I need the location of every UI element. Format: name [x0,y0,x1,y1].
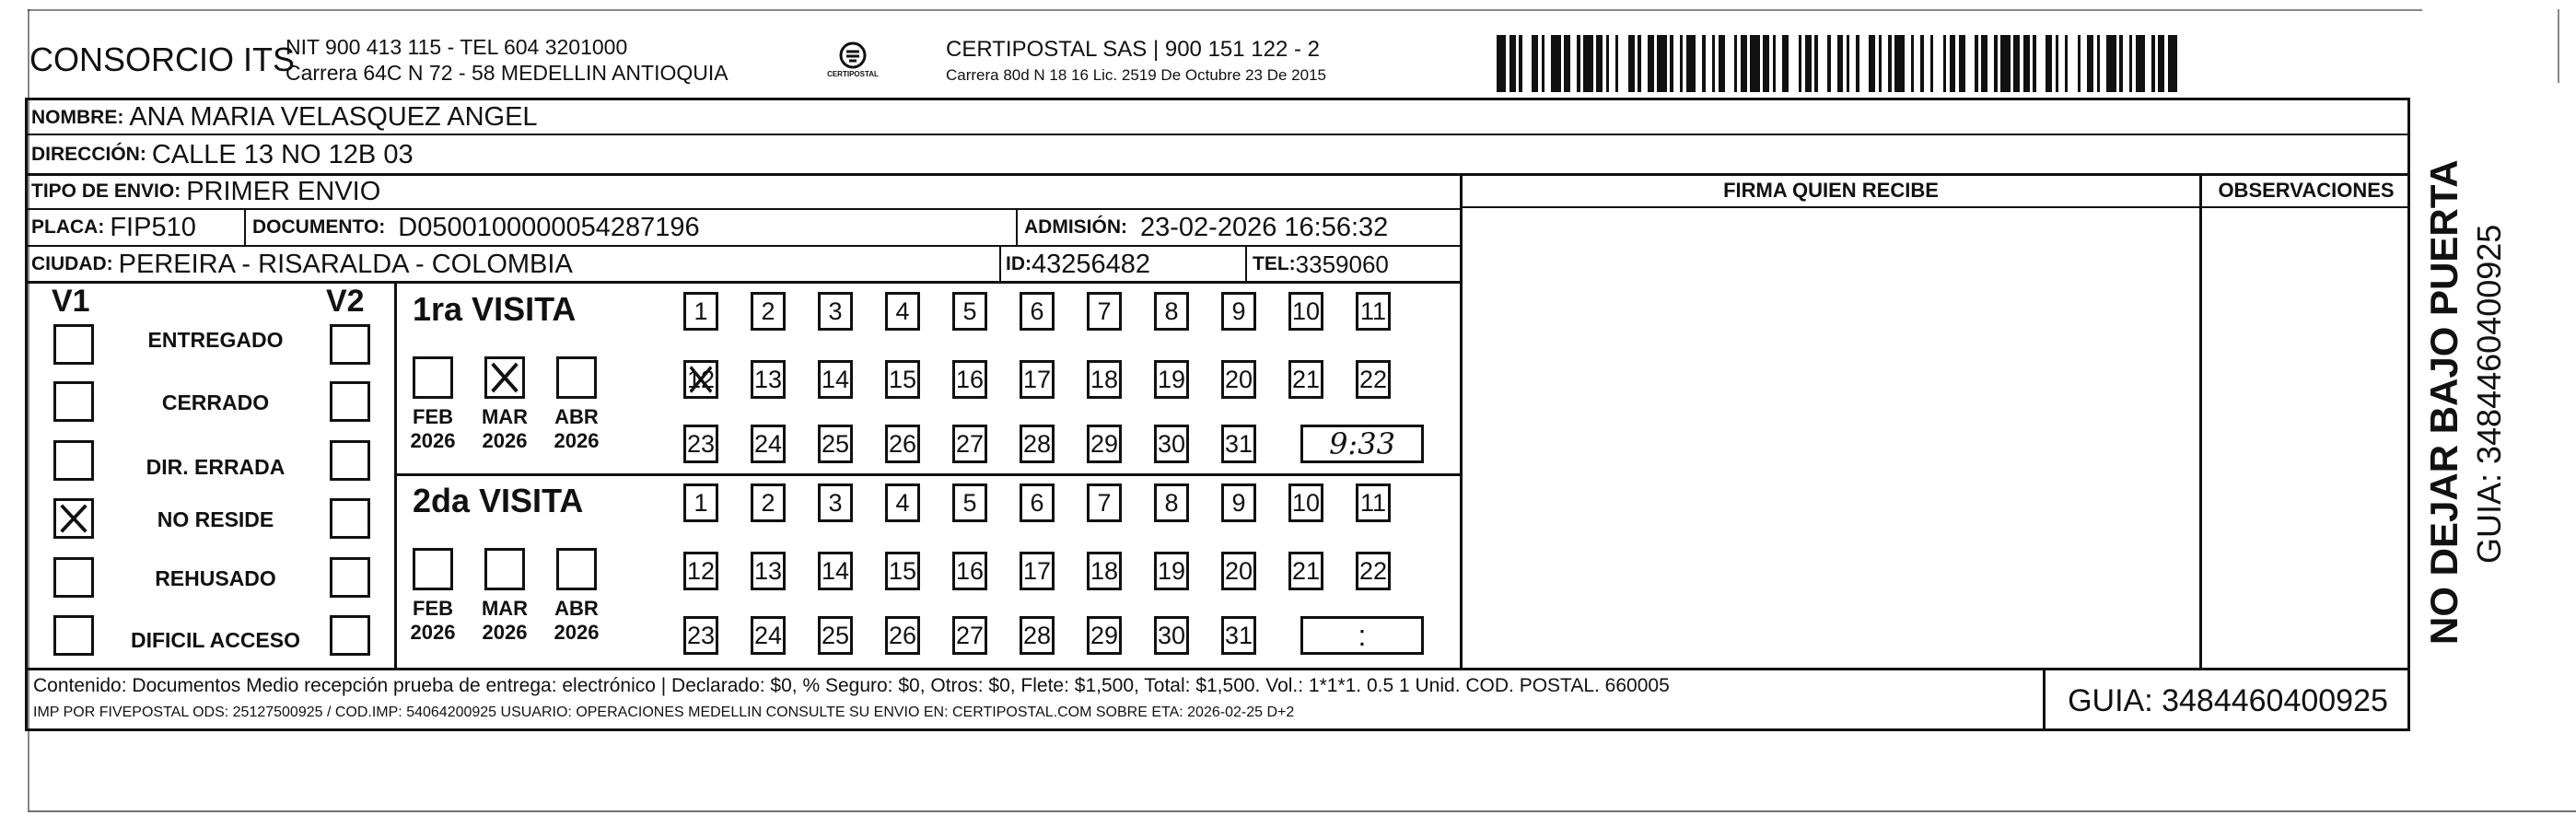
day-box[interactable] [1356,483,1391,522]
month-year: 2026 [410,429,456,452]
barcode-bar [1532,35,1538,92]
barcode-bar [1673,35,1680,92]
barcode-bar [1618,35,1627,92]
day-box[interactable] [1087,292,1122,331]
day-number: 4 [895,488,910,517]
admision-cell [1024,210,1388,245]
barcode-bar [2081,35,2087,92]
day-box[interactable] [751,360,786,399]
day-box[interactable] [1154,292,1189,331]
day-box[interactable] [1020,425,1055,463]
day-box[interactable] [1020,483,1055,522]
day-number: 6 [1030,488,1044,517]
v2-checkbox[interactable] [330,381,370,422]
day-box[interactable] [818,483,853,522]
day-number: 1 [694,488,708,517]
month-label [549,405,604,453]
admision-value: 23-02-2026 16:56:32 [1140,212,1389,242]
month-label [405,597,460,645]
id-cell [1006,247,1150,282]
day-number: 24 [753,429,783,458]
company-name: CONSORCIO ITS [29,41,296,78]
tel-value: 3359060 [1295,250,1389,278]
day-box[interactable] [1154,425,1189,463]
day-number: 25 [821,429,850,458]
day-box[interactable] [885,425,920,463]
tipo-row [31,175,380,208]
barcode-bar [1763,35,1769,92]
day-box[interactable] [751,616,786,655]
month-checkbox[interactable] [484,356,525,399]
placa-value: FIP510 [110,212,196,242]
v2-checkbox[interactable] [330,557,370,598]
day-number: 11 [1359,488,1387,517]
barcode-bar [1509,35,1516,92]
day-number: 10 [1291,297,1321,325]
day-number: 28 [1022,429,1052,458]
day-number: 30 [1157,429,1186,458]
nombre-value: ANA MARIA VELASQUEZ ANGEL [129,102,538,132]
day-box[interactable] [751,425,786,463]
month-label [549,597,604,645]
visit-title: 1ra VISITA [413,290,577,328]
status-option-label: CERRADO [161,390,270,414]
month-label [477,597,532,645]
day-number: 21 [1291,365,1321,393]
observations-area[interactable] [2202,208,2410,668]
scan-edge-bottom [28,810,2576,812]
barcode-bar [2058,35,2065,92]
barcode-bar [1959,35,1965,92]
day-number: 19 [1157,556,1186,585]
day-box[interactable] [1288,552,1323,590]
signature-area[interactable] [1463,208,2199,668]
day-number: 22 [1358,556,1388,585]
barcode-bar [2087,35,2093,92]
day-box[interactable] [818,360,853,399]
v1-checkbox[interactable] [53,324,94,365]
day-number: 13 [753,365,783,393]
barcode-bar [2068,35,2077,92]
barcode-bar [1859,35,1869,92]
barcode-bar [1789,35,1798,92]
day-number: 19 [1157,365,1186,393]
no-dejar-text: NO DEJAR BAJO PUERTA [2422,159,2465,645]
barcode-bar [2145,35,2151,92]
day-box[interactable] [1154,552,1189,590]
day-box[interactable] [885,360,920,399]
tel-label: TEL: [1253,253,1296,274]
barcode-bar [2100,35,2106,92]
day-box[interactable] [1221,425,1256,463]
scan-edge-right [2558,9,2559,83]
placa-cell [31,210,196,245]
barcode-bar [1782,35,1789,92]
month-name: FEB [413,405,453,428]
month-year: 2026 [482,621,528,644]
time-box[interactable]: : [1300,616,1424,655]
day-number: 9 [1231,297,1246,325]
day-number: 27 [955,621,985,649]
day-number: 11 [1359,297,1387,325]
day-number: 3 [828,488,843,517]
barcode-bar [1570,35,1577,92]
day-box[interactable] [1087,425,1122,463]
nit-line: NIT 900 413 115 - TEL 604 3201000 [286,35,628,59]
barcode-bar [1706,35,1712,92]
day-number: 22 [1358,365,1388,393]
status-option-label: DIR. ERRADA [146,455,286,479]
month-label [477,405,532,453]
month-year: 2026 [410,621,456,644]
barcode-bar [2123,35,2129,92]
barcode-bar [2000,35,2010,92]
day-number: 18 [1090,556,1119,585]
ciudad-value: PEREIRA - RISARALDA - COLOMBIA [118,249,573,279]
v2-checkbox[interactable] [330,615,370,656]
day-box[interactable] [1288,292,1323,331]
address-line: Carrera 64C N 72 - 58 MEDELLIN ANTIOQUIA [286,61,729,85]
scan-edge-top [28,9,2422,11]
day-number: 24 [753,621,783,649]
day-box[interactable] [1221,360,1256,399]
day-number: 23 [686,429,716,458]
day-number: 8 [1164,488,1179,517]
month-checkbox[interactable] [556,356,597,399]
day-number: 12 [686,365,716,393]
day-number: 2 [761,297,775,325]
month-name: MAR [481,597,529,620]
day-box[interactable] [1154,483,1189,522]
day-number: 16 [955,365,985,393]
barcode-bar [1750,35,1759,92]
barcode-bar [1933,35,1942,92]
barcode-bar [2013,35,2020,92]
barcode-bar [1551,35,1560,92]
barcode-bar [1657,35,1666,92]
day-box[interactable] [885,552,920,590]
direccion-value: CALLE 13 NO 12B 03 [151,139,414,169]
contenido-line: Contenido: Documentos Medio recepción prueba de entrega: electrónico | Declarado: $0, % Seguro: $0, Otros: $0, Flete: $1,500, Total: $1,500. Vol.: 1*1*1. 0.5 1 Unid. COD. POSTAL. 660005 [33,675,1670,696]
tipo-value: PRIMER ENVIO [186,176,381,206]
barcode-bar [1965,35,1975,92]
day-number: 15 [888,556,917,585]
day-box[interactable] [1288,483,1323,522]
documento-label: DOCUMENTO: [252,216,386,238]
day-box[interactable] [1221,552,1256,590]
day-box[interactable] [1288,360,1323,399]
day-number: 1 [694,297,708,325]
barcode-bar [1987,35,1994,92]
status-option-label: ENTREGADO [147,328,284,352]
day-number: 26 [888,429,917,458]
day-number: 23 [686,621,716,649]
barcode-bar [1837,35,1844,92]
direccion-label: DIRECCIÓN: [31,144,146,165]
barcode-bar [1564,35,1570,92]
barcode-bar [1950,35,1956,92]
v1-checkbox[interactable] [53,557,94,598]
barcode-bar [1805,35,1812,92]
day-number: 5 [962,297,977,325]
admision-label: ADMISIÓN: [1024,216,1127,238]
day-number: 2 [761,488,775,517]
day-number: 13 [753,556,783,585]
day-box[interactable] [751,552,786,590]
day-number: 7 [1097,488,1112,517]
certipostal-logo-icon [827,39,879,83]
day-box[interactable] [1221,292,1256,331]
day-box[interactable] [818,292,853,331]
month-checkbox[interactable] [484,548,525,590]
barcode-bar [1914,35,1920,92]
day-number: 9 [1231,488,1246,517]
month-year: 2026 [554,429,600,452]
day-box[interactable] [952,425,987,463]
v2-checkbox[interactable] [330,498,370,539]
day-box[interactable] [683,360,718,399]
month-label [405,405,460,453]
day-box[interactable] [818,616,853,655]
barcode-bar [1869,35,1875,92]
day-box[interactable] [885,616,920,655]
day-box[interactable] [952,483,987,522]
day-number: 28 [1022,621,1052,649]
license-line: Carrera 80d N 18 16 Lic. 2519 De Octubre 23 De 2015 [946,66,1326,84]
day-box[interactable] [952,360,987,399]
v1-checkbox[interactable] [53,440,94,481]
month-name: FEB [413,597,453,620]
logo-text: CERTIPOSTAL [827,70,879,78]
barcode-bar [1696,35,1702,92]
day-number: 7 [1097,297,1112,325]
day-box[interactable] [1154,360,1189,399]
barcode-bar [1583,35,1592,92]
day-box[interactable] [683,483,718,522]
imp-line: IMP POR FIVEPOSTAL ODS: 25127500925 / COD.IMP: 54064200925 USUARIO: OPERACIONES MEDELLIN CONSULTE SU ENVIO EN: CERTIPOSTAL.COM SOBRE ETA: 2026-02-25 D+2 [33,705,1295,720]
status-option-label: DIFICIL ACCESO [130,628,300,652]
day-box[interactable] [1221,616,1256,655]
day-number: 21 [1291,556,1321,585]
month-year: 2026 [482,429,528,452]
placa-label: PLACA: [31,216,105,238]
barcode [1497,35,2178,92]
day-box[interactable] [885,292,920,331]
v2-label: V2 [326,284,365,319]
barcode-bar [1831,35,1837,92]
v2-checkbox[interactable] [330,440,370,481]
day-box[interactable] [1221,483,1256,522]
day-number: 6 [1030,297,1044,325]
v1-checkbox[interactable] [53,615,94,656]
day-number: 14 [821,556,850,585]
barcode-bar [1894,35,1904,92]
tel-cell [1253,247,1389,282]
side-guia-text: GUIA: 3484460400925 [2470,224,2508,564]
ciudad-label: CIUDAD: [31,253,113,274]
observaciones-header: OBSERVACIONES [2218,179,2395,202]
barcode-bar [1648,35,1654,92]
day-number: 5 [962,488,977,517]
barcode-bar [1776,35,1782,92]
month-checkbox[interactable] [413,356,453,399]
day-box[interactable] [818,552,853,590]
direccion-row [31,136,414,173]
barcode-bar [1609,35,1615,92]
v1-label: V1 [52,284,90,319]
month-name: ABR [554,405,599,428]
month-checkbox[interactable] [413,548,453,590]
day-box[interactable] [1020,360,1055,399]
month-year: 2026 [554,621,600,644]
nombre-label: NOMBRE: [31,106,124,128]
day-box[interactable] [1154,616,1189,655]
tipo-label: TIPO DE ENVIO: [31,181,181,202]
day-box[interactable] [751,292,786,331]
day-number: 31 [1224,429,1253,458]
barcode-bar [2023,35,2030,92]
day-box[interactable] [1356,292,1391,331]
id-value: 43256482 [1032,249,1151,279]
id-label: ID: [1006,253,1032,274]
day-number: 4 [895,297,910,325]
barcode-bar [1641,35,1648,92]
month-checkbox[interactable] [556,548,597,590]
day-box[interactable] [952,552,987,590]
barcode-bar [1522,35,1532,92]
day-number: 30 [1157,621,1186,649]
day-number: 14 [821,365,850,393]
footer-guia: GUIA: 3484460400925 [2068,682,2388,718]
day-box[interactable] [1087,360,1122,399]
time-box[interactable]: 9:33 [1300,425,1424,463]
barcode-bar [2136,35,2145,92]
barcode-bar [1725,35,1734,92]
day-number: 8 [1164,297,1179,325]
documento-value: D0500100000054287196 [398,212,700,242]
month-name: ABR [554,597,599,620]
barcode-bar [1596,35,1603,92]
barcode-bar [2046,35,2052,92]
day-number: 29 [1090,621,1119,649]
day-box[interactable] [1087,483,1122,522]
ciudad-cell [31,247,573,282]
v1-checkbox[interactable] [53,381,94,422]
day-box[interactable] [751,483,786,522]
barcode-bar [2036,35,2046,92]
day-number: 25 [821,621,850,649]
day-box[interactable] [952,292,987,331]
day-number: 12 [686,556,716,585]
day-box[interactable] [952,616,987,655]
day-box[interactable] [683,552,718,590]
barcode-bar [1719,35,1725,92]
day-box[interactable] [683,616,718,655]
day-number: 16 [955,556,985,585]
day-number: 26 [888,621,917,649]
day-number: 10 [1291,488,1321,517]
day-number: 17 [1022,556,1052,585]
day-number: 20 [1224,365,1253,393]
v1-checkbox[interactable] [53,498,94,539]
barcode-bar [1686,35,1696,92]
day-number: 20 [1224,556,1253,585]
documento-cell [252,210,700,245]
day-number: 29 [1090,429,1119,458]
day-number: 15 [888,365,917,393]
day-box[interactable] [818,425,853,463]
barcode-bar [1981,35,1987,92]
day-box[interactable] [1020,616,1055,655]
barcode-bar [1544,35,1551,92]
day-box[interactable] [1356,360,1391,399]
barcode-bar [1924,35,1930,92]
day-number: 3 [828,297,843,325]
barcode-bar [2168,35,2177,92]
day-number: 27 [955,429,985,458]
day-box[interactable] [885,483,920,522]
day-box[interactable] [1020,552,1055,590]
barcode-bar [1849,35,1856,92]
barcode-bar [2106,35,2116,92]
status-option-label: NO RESIDE [157,507,274,531]
v2-checkbox[interactable] [330,324,370,365]
month-name: MAR [481,405,529,428]
nombre-row [31,101,538,134]
certipostal-line: CERTIPOSTAL SAS | 900 151 122 - 2 [946,37,1320,62]
barcode-bar [1818,35,1827,92]
barcode-bar [1905,35,1911,92]
visit-title: 2da VISITA [413,482,584,519]
day-box[interactable] [683,292,718,331]
day-box[interactable] [1356,552,1391,590]
barcode-bar [1628,35,1635,92]
barcode-bar [2158,35,2164,92]
barcode-bar [1882,35,1888,92]
barcode-bar [1741,35,1747,92]
day-box[interactable] [1087,552,1122,590]
barcode-bar [1497,35,1506,92]
day-box[interactable] [1087,616,1122,655]
status-option-label: REHUSADO [155,566,276,590]
day-check-mark [686,363,716,396]
day-number: 18 [1090,365,1119,393]
day-box[interactable] [1020,292,1055,331]
firma-header: FIRMA QUIEN RECIBE [1723,179,1939,202]
day-number: 31 [1224,621,1253,649]
day-number: 17 [1022,365,1052,393]
day-box[interactable] [683,425,718,463]
